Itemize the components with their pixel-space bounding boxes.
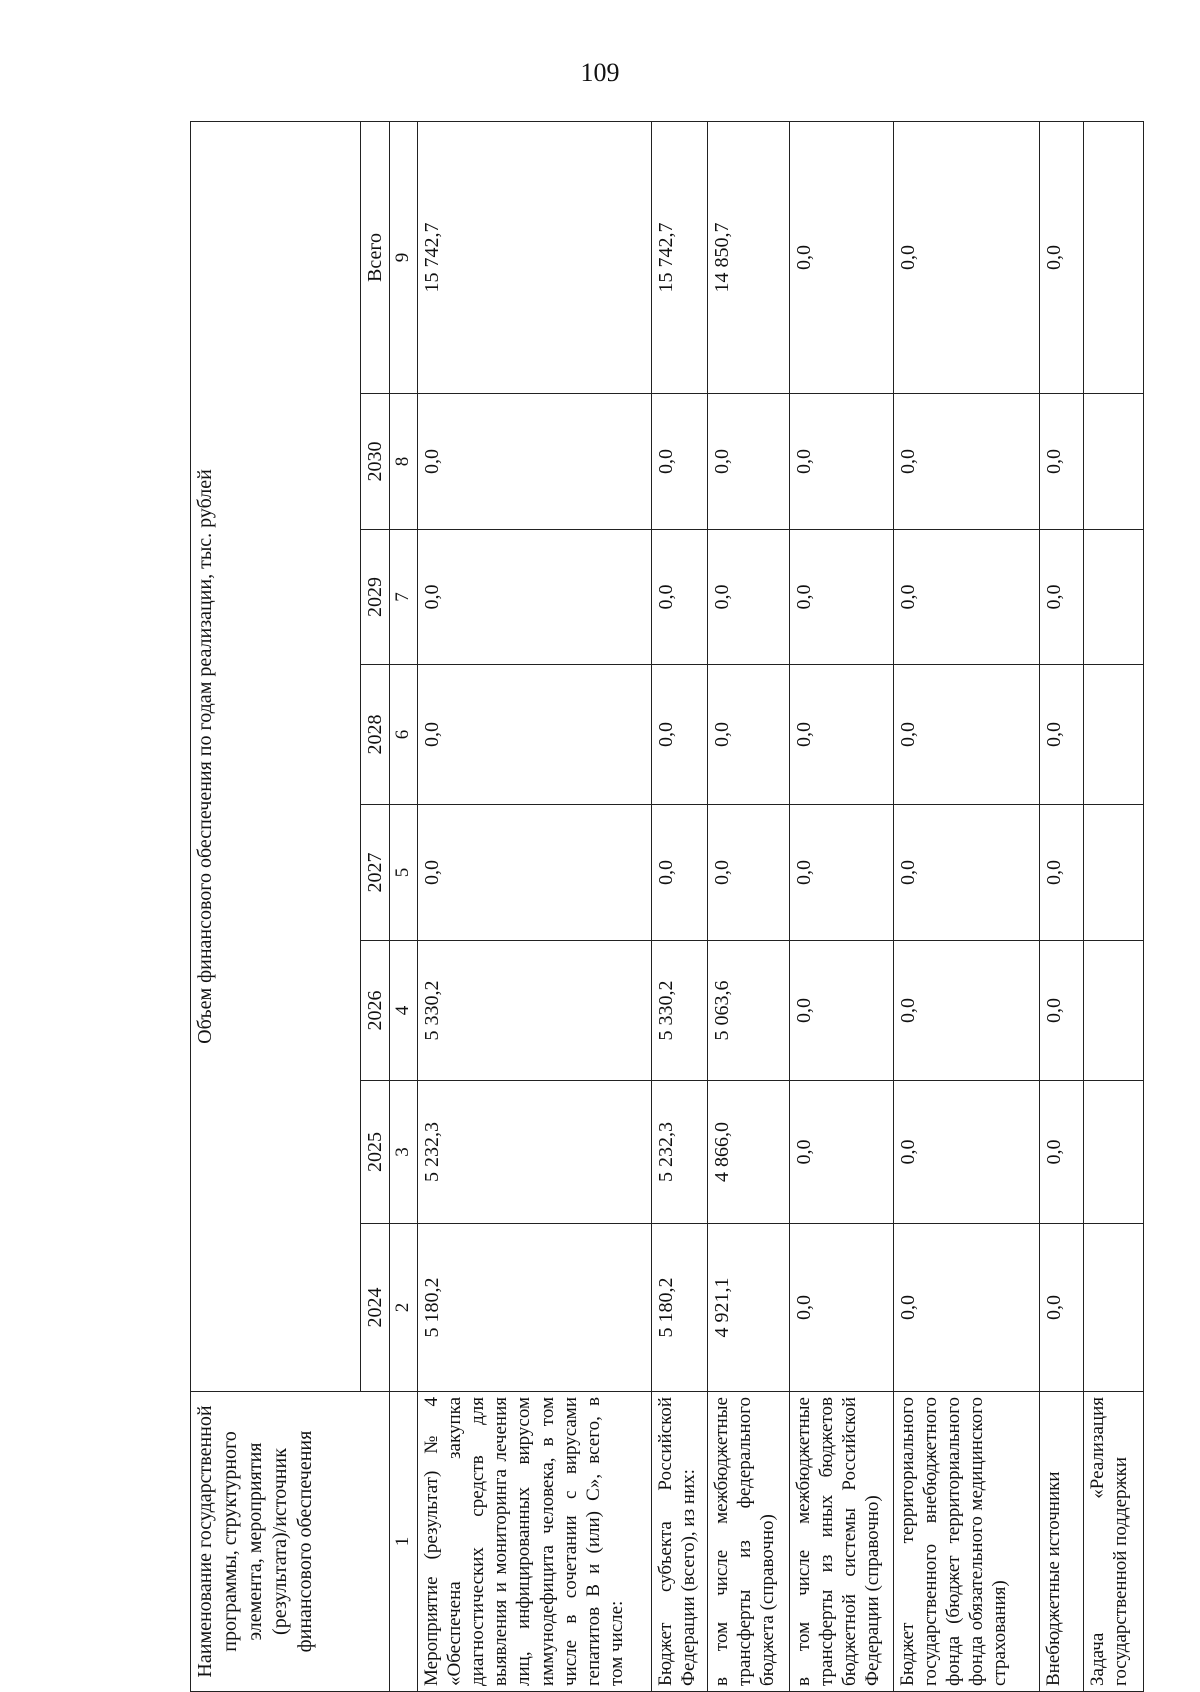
row-value: 0,0 bbox=[789, 665, 893, 805]
table-row bbox=[789, 121, 893, 1691]
row-value: 0,0 bbox=[789, 121, 893, 393]
header-year: Всего bbox=[361, 121, 390, 393]
header-year: 2025 bbox=[361, 1081, 390, 1224]
row-value bbox=[1083, 941, 1143, 1081]
row-value bbox=[1083, 394, 1143, 530]
row-value: 0,0 bbox=[651, 805, 707, 941]
row-value: 5 232,3 bbox=[417, 1081, 651, 1224]
column-number: 7 bbox=[390, 530, 418, 665]
row-value: 15 742,7 bbox=[417, 121, 651, 393]
row-value: 0,0 bbox=[651, 665, 707, 805]
header-name: Наименование государственной программы, структурного элемента, мероприятия (результата)/источник финансового обеспечения bbox=[191, 1392, 390, 1692]
row-value: 0,0 bbox=[651, 394, 707, 530]
row-value bbox=[1083, 805, 1143, 941]
row-value: 0,0 bbox=[707, 394, 789, 530]
row-value: 0,0 bbox=[893, 394, 1039, 530]
row-value bbox=[1083, 121, 1143, 393]
row-value bbox=[1083, 1081, 1143, 1224]
header-year: 2030 bbox=[361, 394, 390, 530]
row-value bbox=[1083, 1224, 1143, 1392]
row-value: 0,0 bbox=[893, 941, 1039, 1081]
header-year: 2026 bbox=[361, 941, 390, 1081]
table-row bbox=[651, 121, 707, 1691]
row-value: 0,0 bbox=[1039, 121, 1083, 393]
column-number: 6 bbox=[390, 665, 418, 805]
row-value: 5 180,2 bbox=[651, 1224, 707, 1392]
header-year: 2028 bbox=[361, 665, 390, 805]
row-value: 0,0 bbox=[417, 805, 651, 941]
row-value: 0,0 bbox=[893, 1224, 1039, 1392]
row-value: 0,0 bbox=[789, 1081, 893, 1224]
row-value: 0,0 bbox=[893, 805, 1039, 941]
row-value: 5 063,6 bbox=[707, 941, 789, 1081]
row-value: 4 921,1 bbox=[707, 1224, 789, 1392]
table-row bbox=[1039, 121, 1083, 1691]
column-number-row bbox=[390, 121, 418, 1691]
table-row bbox=[707, 121, 789, 1691]
row-name: Внебюджетные источники bbox=[1039, 1392, 1083, 1692]
row-value: 0,0 bbox=[789, 805, 893, 941]
column-number: 8 bbox=[390, 394, 418, 530]
row-name: Задача «Реализация государственной поддержки bbox=[1083, 1392, 1143, 1692]
table-row bbox=[417, 121, 651, 1691]
row-value: 0,0 bbox=[1039, 941, 1083, 1081]
row-value: 15 742,7 bbox=[651, 121, 707, 393]
table-row bbox=[1083, 121, 1143, 1691]
row-value: 0,0 bbox=[417, 665, 651, 805]
row-value: 0,0 bbox=[789, 394, 893, 530]
row-value: 0,0 bbox=[707, 805, 789, 941]
row-value: 0,0 bbox=[1039, 665, 1083, 805]
row-value: 4 866,0 bbox=[707, 1081, 789, 1224]
column-number: 2 bbox=[390, 1224, 418, 1392]
row-value: 0,0 bbox=[417, 394, 651, 530]
column-number: 4 bbox=[390, 941, 418, 1081]
column-number: 5 bbox=[390, 805, 418, 941]
row-value bbox=[1083, 665, 1143, 805]
column-number: 1 bbox=[390, 1392, 418, 1692]
row-value: 0,0 bbox=[1039, 1081, 1083, 1224]
header-year: 2024 bbox=[361, 1224, 390, 1392]
header-year: 2027 bbox=[361, 805, 390, 941]
row-value: 0,0 bbox=[893, 1081, 1039, 1224]
row-value: 0,0 bbox=[651, 530, 707, 665]
page-number: 109 bbox=[580, 58, 620, 87]
row-value bbox=[1083, 530, 1143, 665]
row-value: 0,0 bbox=[1039, 1224, 1083, 1392]
header-group: Объем финансового обеспечения по годам реализации, тыс. рублей bbox=[191, 121, 361, 1391]
row-name: в том числе межбюджетные трансферты из федерального бюджета (справочно) bbox=[707, 1392, 789, 1692]
row-value: 0,0 bbox=[707, 530, 789, 665]
row-value: 5 232,3 bbox=[651, 1081, 707, 1224]
row-value: 0,0 bbox=[893, 121, 1039, 393]
row-value: 0,0 bbox=[1039, 805, 1083, 941]
row-value: 5 180,2 bbox=[417, 1224, 651, 1392]
row-value: 0,0 bbox=[1039, 394, 1083, 530]
row-value: 0,0 bbox=[707, 665, 789, 805]
column-number: 3 bbox=[390, 1081, 418, 1224]
row-value: 0,0 bbox=[789, 941, 893, 1081]
header-year: 2029 bbox=[361, 530, 390, 665]
row-value: 5 330,2 bbox=[417, 941, 651, 1081]
financing-table bbox=[190, 121, 1144, 1692]
table-row bbox=[893, 121, 1039, 1691]
row-value: 0,0 bbox=[417, 530, 651, 665]
row-value: 0,0 bbox=[893, 665, 1039, 805]
row-value: 5 330,2 bbox=[651, 941, 707, 1081]
row-name: Бюджет субъекта Российской Федерации (всего), из них: bbox=[651, 1392, 707, 1692]
row-value: 14 850,7 bbox=[707, 121, 789, 393]
row-name: Бюджет территориального государственного внебюджетного фонда (бюджет территориального фонда обязательного медицинского страхования) bbox=[893, 1392, 1039, 1692]
row-value: 0,0 bbox=[789, 1224, 893, 1392]
column-number: 9 bbox=[390, 121, 418, 393]
row-name: Мероприятие (результат) № 4 «Обеспечена закупка диагностических средств для выявления и мониторинга лечения лиц, инфицированных вирусом иммунодефицита человека, в том числе в сочетании с вирусами гепатитов В и (или) С», всего, в том числе: bbox=[417, 1392, 651, 1692]
row-name: в том числе межбюджетные трансферты из иных бюджетов бюджетной системы Российской Федерации (справочно) bbox=[789, 1392, 893, 1692]
rotated-table-container bbox=[190, 122, 1131, 1692]
row-value: 0,0 bbox=[893, 530, 1039, 665]
row-value: 0,0 bbox=[789, 530, 893, 665]
row-value: 0,0 bbox=[1039, 530, 1083, 665]
